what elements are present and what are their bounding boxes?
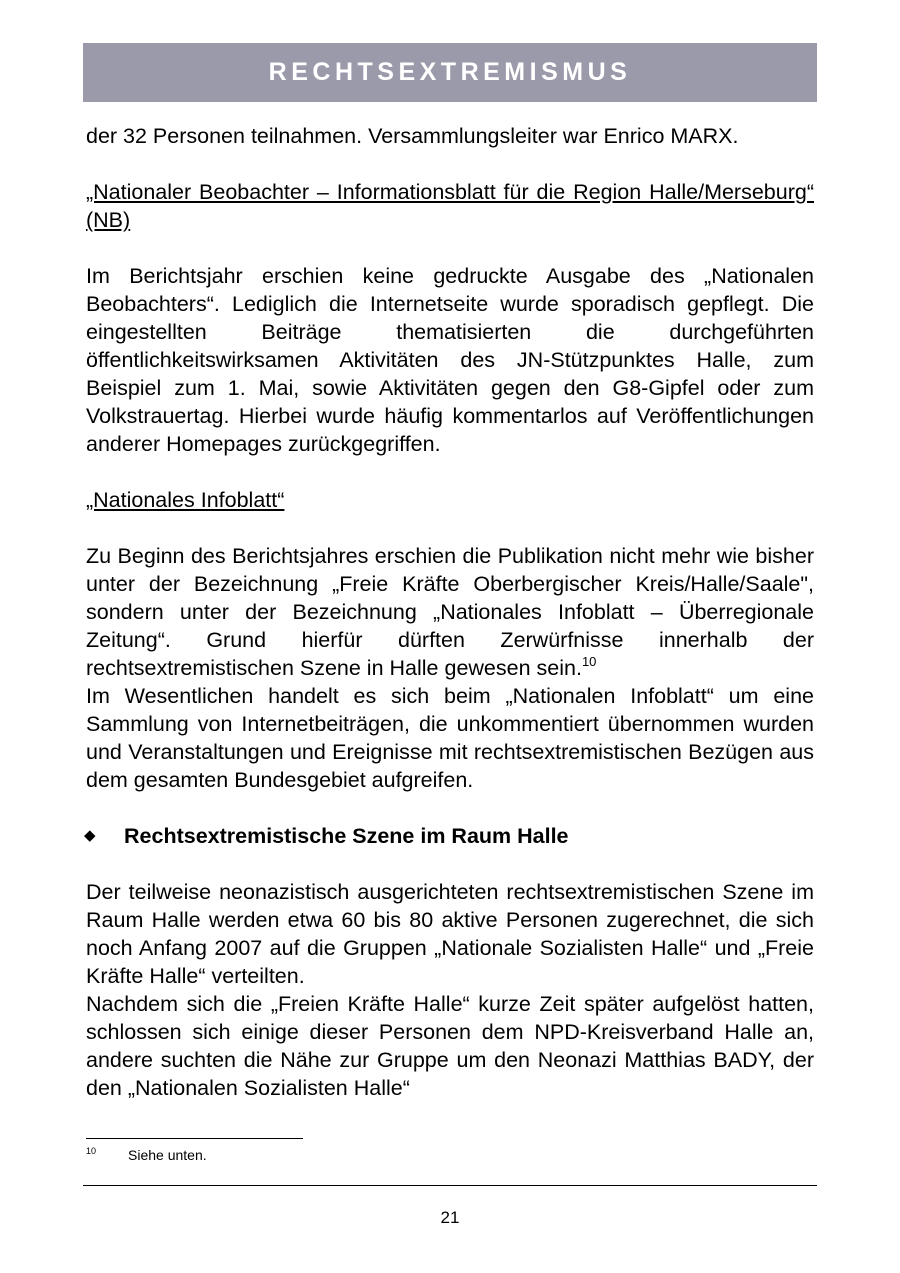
header-bar	[83, 43, 817, 102]
footnote-number: 10	[86, 1146, 97, 1156]
heading-nationales-infoblatt: „Nationales Infoblatt“	[86, 488, 285, 512]
footnote-divider	[86, 1138, 303, 1139]
page-number: 21	[440, 1208, 460, 1227]
footnote-reference: 10	[581, 654, 597, 669]
section-heading	[84, 822, 814, 850]
main-content	[86, 122, 814, 1102]
paragraph-infoblatt-content: Im Wesentlichen handelt es sich beim „Nationalen Infoblatt“ um eine Sammlung von Internetbeiträgen, die unkommentiert übernommen wurden und Veranstaltungen und Ereignisse mit rechtsextremistischen Bezügen aus dem gesamten Bundesgebiet aufgreifen.	[86, 684, 814, 792]
section-heading-text: Rechtsextremistische Szene im Raum Halle	[124, 824, 569, 848]
page-header-title: RECHTSEXTREMISMUS	[268, 58, 632, 86]
footnote-text: Siehe unten.	[128, 1147, 207, 1163]
paragraph-freie-kraefte: Nachdem sich die „Freien Kräfte Halle“ kurze Zeit später aufgelöst hatten, schlossen sich einige dieser Personen dem NPD-Kreisverband Halle an, andere suchten die Nähe zur Gruppe um den Neonazi Matthias BADY, der den „Nationalen Sozialisten Halle“	[86, 992, 814, 1100]
paragraph-infoblatt-description	[86, 542, 814, 682]
paragraph-szene-halle: Der teilweise neonazistisch ausgerichteten rechtsextremistischen Szene im Raum Halle werden etwa 60 bis 80 aktive Personen zugerechnet, die sich noch Anfang 2007 auf die Gruppen „Nationale Sozialisten Halle“ und „Freie Kräfte Halle“ verteilten.	[86, 880, 814, 988]
paragraph-continuation: der 32 Personen teilnahmen. Versammlungsleiter war Enrico MARX.	[86, 124, 739, 148]
paragraph-nb-description: Im Berichtsjahr erschien keine gedruckte Ausgabe des „Nationalen Beobachters“. Lediglich die Internetseite wurde sporadisch gepflegt. Die eingestellten Beiträge thematisierten die durchgeführten öffentlichkeitswirksamen Aktivitäten des JN-Stützpunktes Halle, zum Beispiel zum 1. Mai, sowie Aktivitäten gegen den G8-Gipfel oder zum Volkstrauertag. Hierbei wurde häufig kommentarlos auf Veröffentlichungen anderer Homepages zurückgegriffen.	[86, 264, 814, 456]
diamond-bullet-icon: ◆	[84, 827, 96, 844]
paragraph-infoblatt-text: Zu Beginn des Berichtsjahres erschien die Publikation nicht mehr wie bisher unter der Bezeichnung „Freie Kräfte Oberbergischer Kreis/Halle/Saale", sondern unter der Bezeichnung „Nationales Infoblatt – Überregionale Zeitung“. Grund hierfür dürften Zerwürfnisse innerhalb der rechtsextremistischen Szene in Halle gewesen sein.	[86, 544, 814, 680]
heading-nationaler-beobachter: „Nationaler Beobachter – Informationsblatt für die Region Halle/Merseburg“ (NB)	[86, 180, 814, 232]
footer-divider	[83, 1185, 817, 1186]
